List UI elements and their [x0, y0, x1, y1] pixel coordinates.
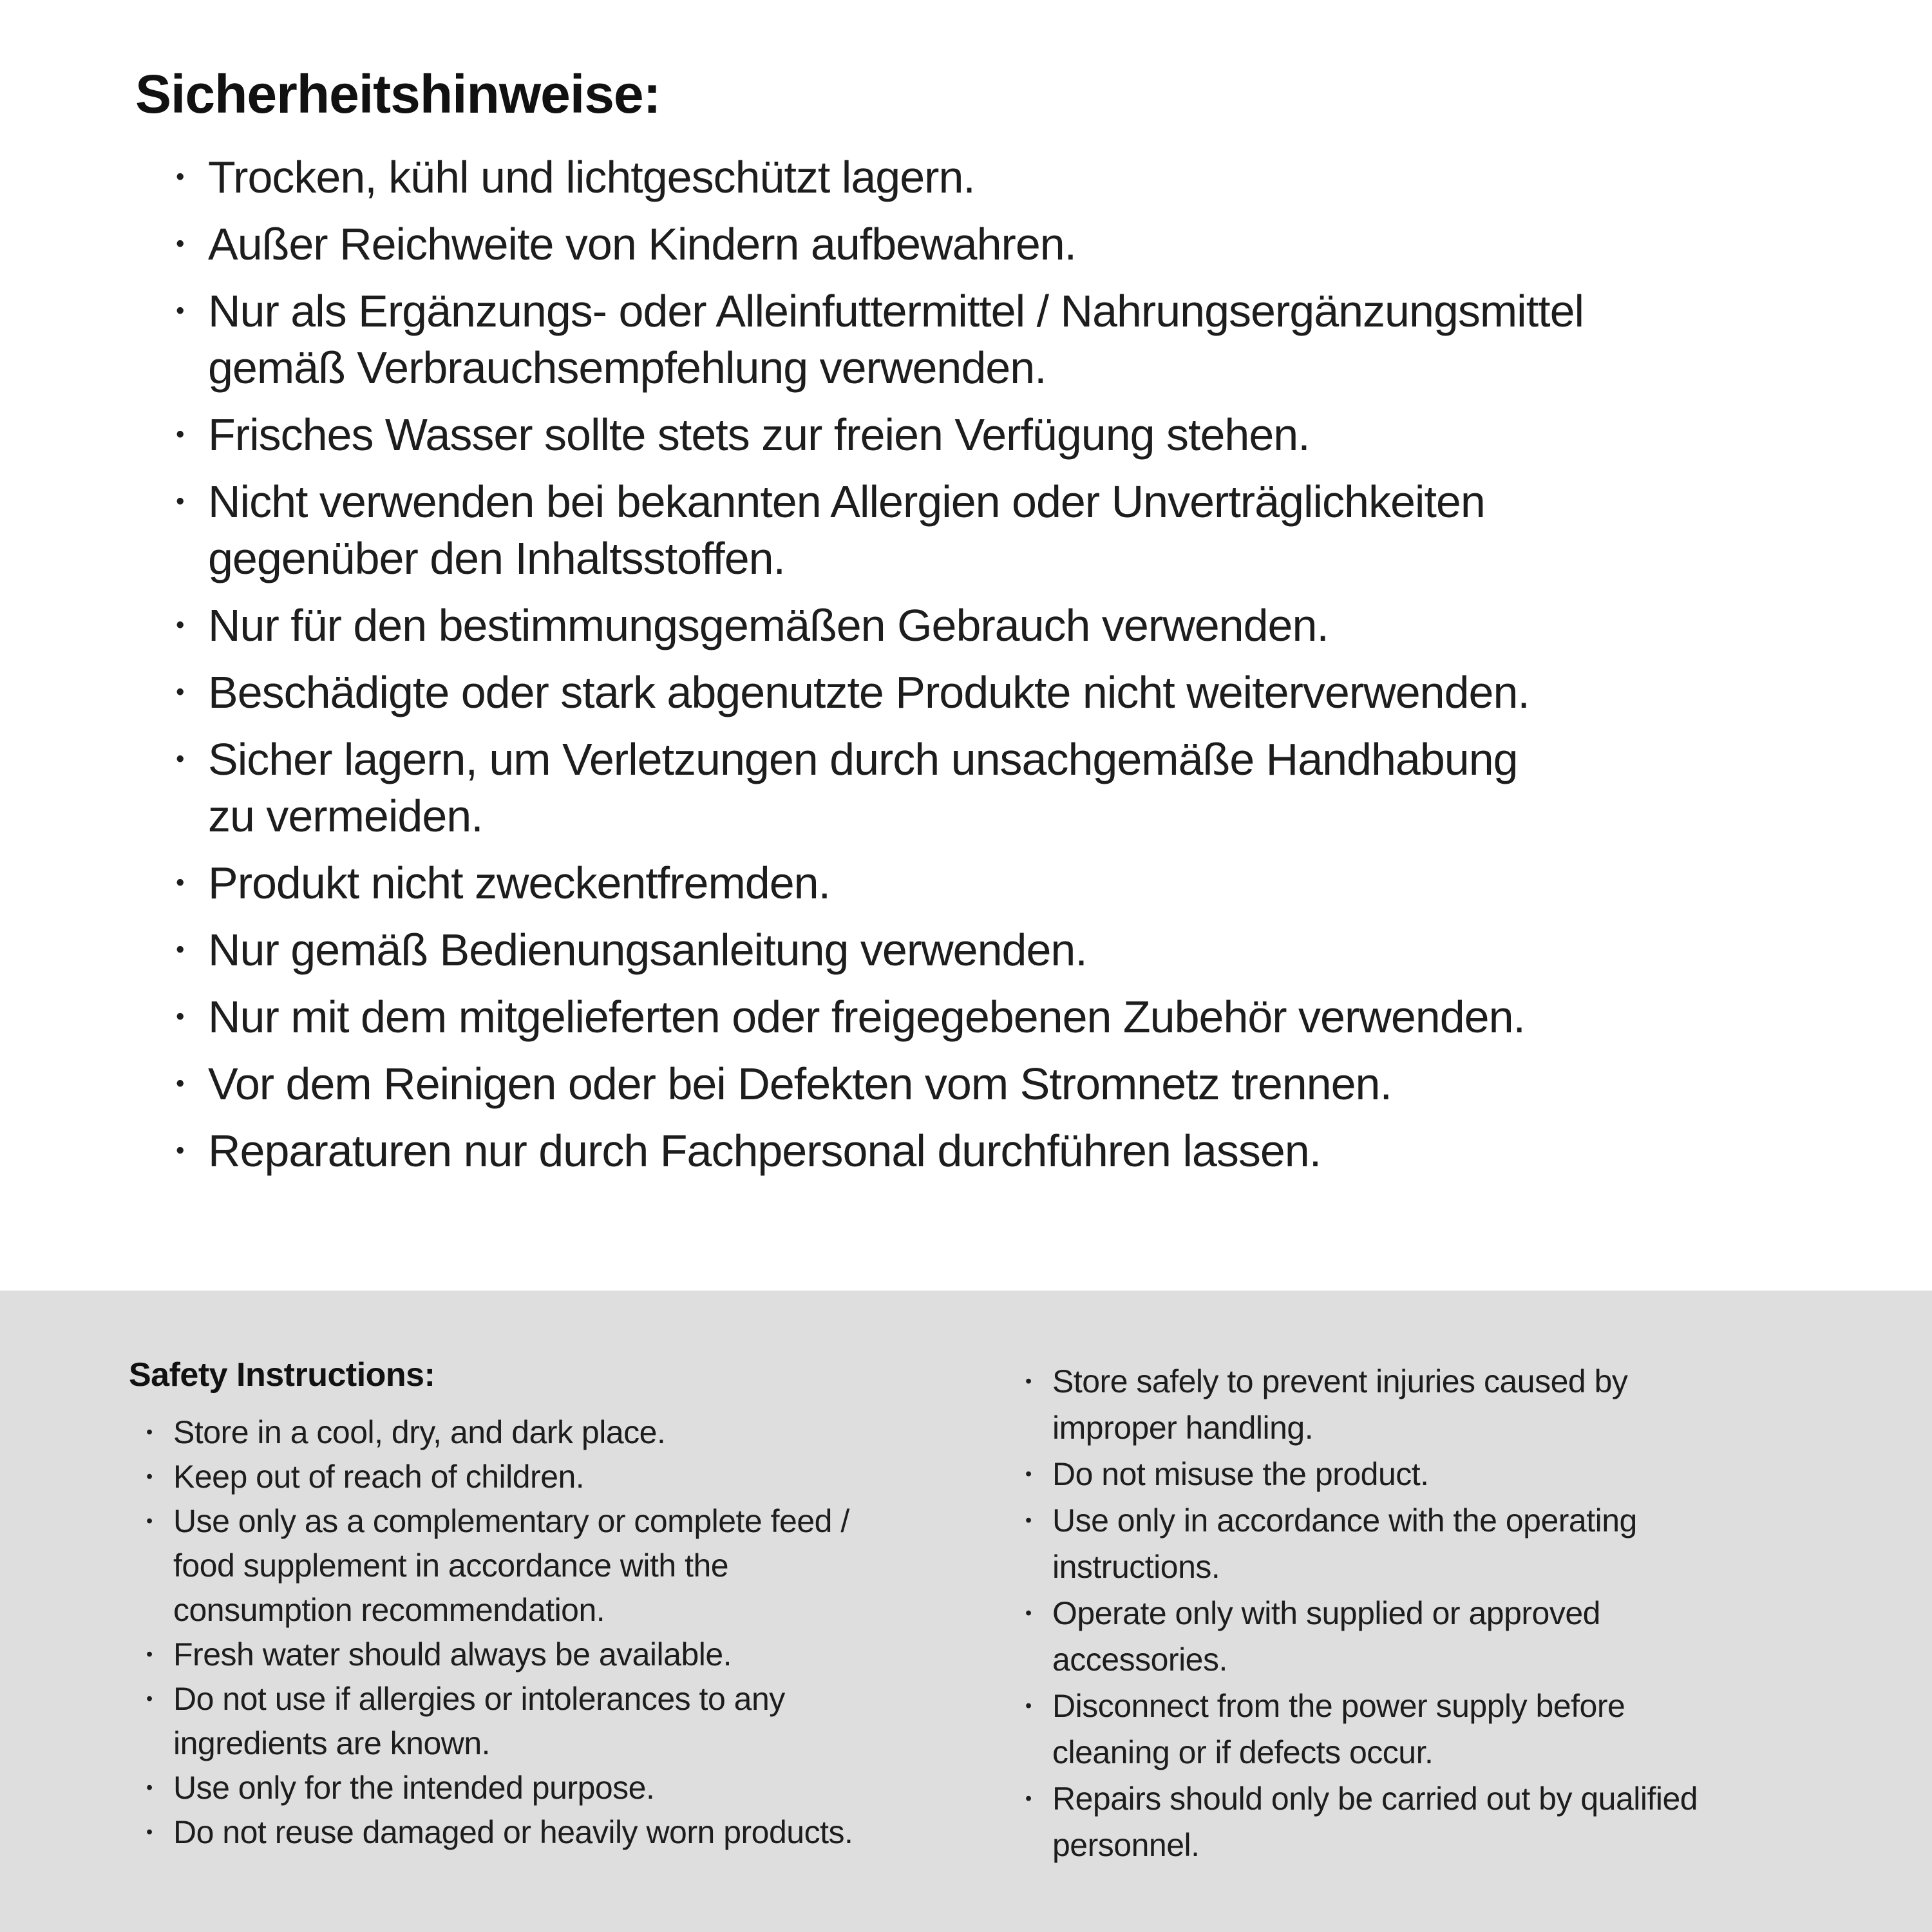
bullet-icon: • [146, 1822, 153, 1842]
list-item-text [1052, 1776, 1913, 1868]
list-item-text [208, 664, 1932, 721]
list-item [176, 1122, 1932, 1179]
text-line: cleaning or if defects occur. [1052, 1734, 1434, 1770]
text-line: consumption recommendation. [173, 1592, 605, 1628]
list-item [176, 406, 1932, 463]
list-item-text [208, 1122, 1932, 1179]
list-item-text [208, 855, 1932, 911]
text-line: Sicher lagern, um Verletzungen durch unsachgemäße Handhabung [208, 734, 1518, 784]
bullet-icon: • [176, 297, 184, 325]
text-line: gegenüber den Inhaltsstoffen. [208, 533, 786, 583]
text-line: Do not reuse damaged or heavily worn products. [173, 1814, 853, 1850]
list-item [1025, 1776, 1913, 1868]
list-item-text [173, 1810, 1018, 1855]
list-item-text [173, 1633, 1018, 1677]
list-item-text [208, 989, 1932, 1045]
english-right-bullet-list [1025, 1358, 1913, 1868]
list-item [176, 216, 1932, 272]
list-item [146, 1766, 1018, 1810]
text-line: Außer Reichweite von Kindern aufbewahren. [208, 219, 1077, 269]
text-line: Repairs should only be carried out by qualified [1052, 1781, 1698, 1817]
text-line: Nicht verwenden bei bekannten Allergien oder Unverträglichkeiten [208, 477, 1485, 527]
list-item [146, 1810, 1018, 1855]
german-heading: Sicherheitshinweise: [135, 64, 661, 124]
text-line: Keep out of reach of children. [173, 1459, 585, 1495]
bullet-icon: • [1025, 1510, 1032, 1531]
text-line: Use only in accordance with the operating [1052, 1502, 1637, 1539]
english-left-column [129, 1355, 1018, 1855]
list-item [176, 473, 1932, 587]
list-item [146, 1499, 1018, 1633]
text-line: Operate only with supplied or approved [1052, 1595, 1600, 1631]
bullet-icon: • [146, 1466, 153, 1487]
text-line: gemäß Verbrauchsempfehlung verwenden. [208, 343, 1046, 393]
bullet-icon: • [1025, 1371, 1032, 1392]
text-line: improper handling. [1052, 1410, 1314, 1446]
bullet-icon: • [176, 230, 184, 258]
list-item-text [208, 406, 1932, 463]
text-line: Do not use if allergies or intolerances to any [173, 1681, 785, 1717]
text-line: Beschädigte oder stark abgenutzte Produkte nicht weiterverwenden. [208, 667, 1530, 717]
list-item-text [1052, 1497, 1913, 1590]
list-item-text [208, 1056, 1932, 1112]
text-line: Use only for the intended purpose. [173, 1770, 655, 1806]
bullet-icon: • [176, 1137, 184, 1164]
list-item-text [208, 597, 1932, 654]
german-bullet-list [176, 149, 1932, 1179]
text-line: accessories. [1052, 1642, 1227, 1678]
list-item [1025, 1451, 1913, 1497]
text-line: personnel. [1052, 1827, 1200, 1863]
bullet-icon: • [176, 678, 184, 706]
list-item [176, 922, 1932, 978]
list-item-text [208, 283, 1932, 396]
list-item-text [173, 1410, 1018, 1455]
bullet-icon: • [176, 1003, 184, 1030]
list-item [176, 283, 1932, 396]
text-line: Reparaturen nur durch Fachpersonal durchführen lassen. [208, 1126, 1321, 1176]
text-line: Do not misuse the product. [1052, 1456, 1429, 1492]
bullet-icon: • [146, 1644, 153, 1665]
text-line: Nur gemäß Bedienungsanleitung verwenden. [208, 925, 1087, 975]
list-item-text [1052, 1590, 1913, 1683]
bullet-icon: • [176, 936, 184, 963]
text-line: Fresh water should always be available. [173, 1636, 732, 1672]
english-left-bullet-list [146, 1410, 1018, 1855]
list-item-text [173, 1455, 1018, 1499]
bullet-icon: • [176, 745, 184, 773]
bullet-icon: • [176, 488, 184, 515]
list-item [176, 731, 1932, 844]
text-line: Produkt nicht zweckentfremden. [208, 858, 831, 908]
text-line: Disconnect from the power supply before [1052, 1688, 1625, 1724]
text-line: instructions. [1052, 1549, 1220, 1585]
list-item-text [1052, 1683, 1913, 1776]
english-right-column [1024, 1358, 1913, 1868]
list-item [146, 1410, 1018, 1455]
text-line: Frisches Wasser sollte stets zur freien Verfügung stehen. [208, 410, 1310, 460]
list-item-text [173, 1677, 1018, 1766]
list-item-text [1052, 1451, 1913, 1497]
english-heading: Safety Instructions: [129, 1356, 435, 1394]
list-item-text [208, 149, 1932, 205]
list-item [176, 664, 1932, 721]
text-line: Trocken, kühl und lichtgeschützt lagern. [208, 152, 975, 202]
text-line: Vor dem Reinigen oder bei Defekten vom Stromnetz trennen. [208, 1059, 1392, 1109]
text-line: Use only as a complementary or complete feed / [173, 1503, 849, 1539]
text-line: Nur mit dem mitgelieferten oder freigegebenen Zubehör verwenden. [208, 992, 1525, 1042]
bullet-icon: • [1025, 1464, 1032, 1484]
list-item-text [208, 922, 1932, 978]
text-line: Store safely to prevent injuries caused by [1052, 1363, 1628, 1399]
list-item [146, 1677, 1018, 1766]
list-item-text [173, 1766, 1018, 1810]
list-item [146, 1633, 1018, 1677]
list-item-text [1052, 1358, 1913, 1451]
text-line: Nur für den bestimmungsgemäßen Gebrauch verwenden. [208, 600, 1329, 650]
bullet-icon: • [1025, 1696, 1032, 1716]
list-item-text [208, 216, 1932, 272]
list-item [176, 855, 1932, 911]
bullet-icon: • [176, 611, 184, 639]
bullet-icon: • [146, 1511, 153, 1531]
list-item [1025, 1590, 1913, 1683]
list-item-text [173, 1499, 1018, 1633]
list-item-text [208, 473, 1932, 587]
english-section [0, 1291, 1932, 1932]
list-item [176, 989, 1932, 1045]
text-line: Store in a cool, dry, and dark place. [173, 1414, 666, 1450]
list-item [1025, 1683, 1913, 1776]
text-line: ingredients are known. [173, 1725, 491, 1761]
bullet-icon: • [176, 869, 184, 896]
list-item [176, 149, 1932, 205]
bullet-icon: • [1025, 1788, 1032, 1809]
bullet-icon: • [176, 1070, 184, 1097]
bullet-icon: • [1025, 1603, 1032, 1624]
bullet-icon: • [176, 421, 184, 448]
list-item [1025, 1358, 1913, 1451]
bullet-icon: • [146, 1777, 153, 1798]
list-item [176, 597, 1932, 654]
list-item [1025, 1497, 1913, 1590]
bullet-icon: • [146, 1689, 153, 1709]
text-line: food supplement in accordance with the [173, 1548, 729, 1584]
list-item [176, 1056, 1932, 1112]
list-item-text [208, 731, 1932, 844]
text-line: Nur als Ergänzungs- oder Alleinfuttermittel / Nahrungsergänzungsmittel [208, 286, 1584, 336]
bullet-icon: • [146, 1422, 153, 1443]
list-item [146, 1455, 1018, 1499]
bullet-icon: • [176, 163, 184, 191]
text-line: zu vermeiden. [208, 791, 483, 841]
